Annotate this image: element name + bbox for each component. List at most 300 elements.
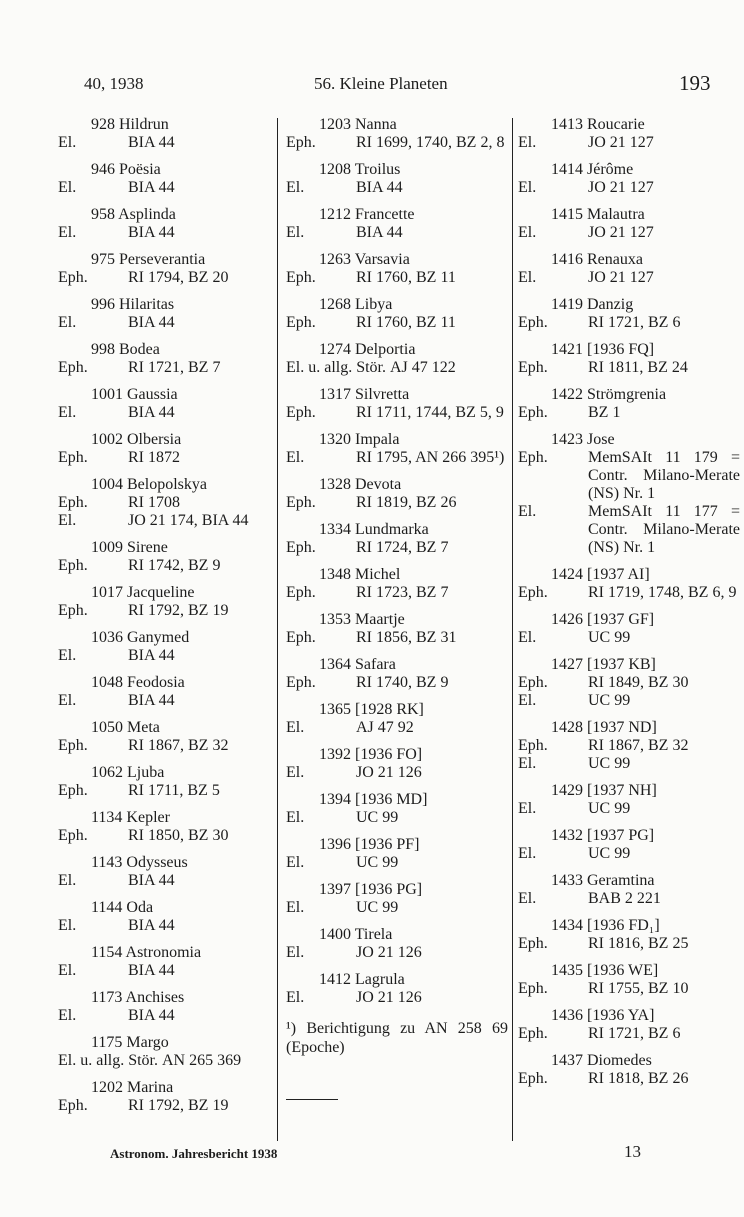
- entry-label: El.: [518, 269, 537, 286]
- entry-title: 1203 Nanna: [319, 116, 397, 133]
- catalog-entry: [518, 782, 740, 818]
- footnote-rule: [286, 1099, 338, 1100]
- entry-title: 1432 [1937 PG]: [551, 827, 655, 844]
- catalog-entry: [58, 476, 272, 530]
- entry-title: 958 Asplinda: [91, 206, 176, 223]
- catalog-entry: [58, 1079, 272, 1115]
- entry-title: 1268 Libya: [319, 296, 393, 313]
- entry-reference: BIA 44: [128, 692, 175, 709]
- entry-reference: RI 1795, AN 266 395¹): [356, 449, 505, 466]
- catalog-entry: [58, 539, 272, 575]
- entry-title: 998 Bodea: [91, 341, 160, 358]
- entry-reference: RI 1816, BZ 25: [588, 935, 689, 952]
- catalog-entry: [286, 656, 508, 692]
- entry-title: 1212 Francette: [319, 206, 415, 223]
- entry-reference: MemSAIt 11 179 = Contr. Milano-Merate (NS) Nr. 1: [588, 449, 740, 502]
- entry-label: Eph.: [518, 359, 548, 376]
- catalog-entry: [286, 206, 508, 242]
- entry-title: 1320 Impala: [319, 431, 400, 448]
- catalog-entry: [518, 566, 740, 602]
- catalog-entry: [58, 629, 272, 665]
- entry-line: [58, 872, 272, 890]
- entry-label: Eph.: [286, 134, 316, 151]
- entry-line: [518, 134, 740, 152]
- entry-label: Eph.: [58, 1097, 88, 1114]
- entry-label: El.: [58, 179, 77, 196]
- entry-title: 1317 Silvretta: [319, 386, 410, 403]
- entry-title: 1353 Maartje: [319, 611, 405, 628]
- entry-line: [58, 737, 272, 755]
- entry-label: El.: [518, 134, 537, 151]
- entry-title: 1364 Safara: [319, 656, 396, 673]
- entry-label: El.: [286, 809, 305, 826]
- entry-reference: RI 1849, BZ 30: [588, 674, 689, 691]
- entry-label: Eph.: [518, 737, 548, 754]
- entry-line: [58, 494, 272, 512]
- entry-label: El.: [58, 917, 77, 934]
- entry-reference: RI 1760, BZ 11: [356, 314, 456, 331]
- entry-label: El.: [58, 962, 77, 979]
- entry-label: Eph.: [518, 449, 548, 466]
- entry-line: [518, 935, 740, 953]
- entry-title: 1154 Astronomia: [91, 944, 202, 961]
- footnote: ¹) Berichtigung zu AN 258 69 (Epoche): [286, 1020, 508, 1056]
- catalog-entry: [518, 656, 740, 710]
- entry-title: 1134 Kepler: [91, 809, 170, 826]
- entry-line: [58, 179, 272, 197]
- entry-title: 1434 [1936 FD₁]: [551, 917, 660, 934]
- entry-reference: UC 99: [356, 899, 399, 916]
- entry-title: 1274 Delportia: [319, 341, 416, 358]
- entry-title: 1423 Jose: [551, 431, 615, 448]
- entry-title: 1429 [1937 NH]: [551, 782, 657, 799]
- entry-title: 1001 Gaussia: [91, 386, 178, 403]
- catalog-entry: [518, 719, 740, 773]
- entry-line: [518, 503, 740, 557]
- entry-line: [286, 539, 508, 557]
- entry-title: 1419 Danzig: [551, 296, 634, 313]
- entry-line: [286, 449, 508, 467]
- entry-reference: JO 21 127: [588, 179, 654, 196]
- entry-label: El.: [58, 404, 77, 421]
- catalog-entry: [518, 251, 740, 287]
- entry-label: El.: [58, 647, 77, 664]
- entry-title: 975 Perseverantia: [91, 251, 206, 268]
- catalog-entry: [286, 161, 508, 197]
- entry-reference: BZ 1: [588, 404, 621, 421]
- entry-title: 1143 Odysseus: [91, 854, 188, 871]
- entry-label: El.: [58, 224, 77, 241]
- entry-reference: BIA 44: [128, 404, 175, 421]
- entry-line: [58, 314, 272, 332]
- entry-line: [58, 647, 272, 665]
- entry-reference: BIA 44: [128, 314, 175, 331]
- entry-title: 1002 Olbersia: [91, 431, 182, 448]
- entry-reference: JO 21 127: [588, 224, 654, 241]
- entry-reference: UC 99: [588, 845, 631, 862]
- entry-line: [518, 404, 740, 422]
- catalog-entry: [58, 386, 272, 422]
- entry-label: Eph.: [286, 404, 316, 421]
- entry-line: [286, 179, 508, 197]
- catalog-entry: [518, 1052, 740, 1088]
- entry-title: 1400 Tirela: [319, 926, 393, 943]
- entry-line: [518, 737, 740, 755]
- catalog-entry: [58, 1034, 272, 1070]
- catalog-entry: [518, 872, 740, 908]
- entry-title: 1422 Strömgrenia: [551, 386, 667, 403]
- entry-label: Eph.: [286, 494, 316, 511]
- entry-line: [58, 692, 272, 710]
- entry-line: [518, 800, 740, 818]
- catalog-entry: [286, 116, 508, 152]
- footer-journal: Astronom. Jahresbericht 1938: [110, 1146, 278, 1161]
- entry-line: [286, 809, 508, 827]
- entry-label: Eph.: [286, 539, 316, 556]
- catalog-entry: [286, 386, 508, 422]
- entry-reference: AJ 47 122: [390, 359, 456, 376]
- entry-label: El.: [58, 692, 77, 709]
- entry-reference: RI 1740, BZ 9: [356, 674, 449, 691]
- entry-label: El.: [286, 179, 305, 196]
- entry-title: 1421 [1936 FQ]: [551, 341, 655, 358]
- entry-reference: BIA 44: [128, 917, 175, 934]
- entry-title: 1397 [1936 PG]: [319, 881, 423, 898]
- entry-label: El. u. allg. Stör.: [58, 1052, 158, 1069]
- entry-title: 1392 [1936 FO]: [319, 746, 423, 763]
- entry-label: Eph.: [58, 737, 88, 754]
- catalog-entry: [518, 386, 740, 422]
- entry-reference: RI 1760, BZ 11: [356, 269, 456, 286]
- entry-line: [286, 314, 508, 332]
- entry-reference: RI 1721, BZ 7: [128, 359, 221, 376]
- entry-title: 1334 Lundmarka: [319, 521, 429, 538]
- catalog-entry: [286, 926, 508, 962]
- catalog-entry: [58, 431, 272, 467]
- entry-reference: RI 1742, BZ 9: [128, 557, 221, 574]
- entry-reference: RI 1794, BZ 20: [128, 269, 229, 286]
- entry-line: [518, 980, 740, 998]
- entry-label: El.: [518, 890, 537, 907]
- entry-label: El.: [58, 512, 77, 529]
- catalog-entry: [518, 431, 740, 557]
- page-number: 193: [679, 71, 711, 95]
- entry-line: [518, 755, 740, 773]
- entry-label: Eph.: [518, 404, 548, 421]
- catalog-entry: [58, 719, 272, 755]
- entry-line: [58, 359, 272, 377]
- catalog-entry: [518, 1007, 740, 1043]
- entry-line: [58, 827, 272, 845]
- entry-title: 1437 Diomedes: [551, 1052, 652, 1069]
- catalog-entry: [286, 971, 508, 1007]
- entry-line: [58, 1052, 272, 1070]
- catalog-entry: [518, 116, 740, 152]
- catalog-entry: [286, 566, 508, 602]
- entry-label: El.: [286, 854, 305, 871]
- entry-line: [518, 1025, 740, 1043]
- entry-label: El.: [286, 944, 305, 961]
- catalog-entry: [286, 791, 508, 827]
- catalog-entry: [518, 161, 740, 197]
- entry-label: El.: [286, 989, 305, 1006]
- entry-line: [286, 899, 508, 917]
- entry-reference: RI 1811, BZ 24: [588, 359, 688, 376]
- entry-label: Eph.: [286, 314, 316, 331]
- entry-line: [286, 134, 508, 152]
- column-middle-entries: [286, 116, 508, 1007]
- entry-line: [58, 917, 272, 935]
- entry-reference: RI 1724, BZ 7: [356, 539, 449, 556]
- entry-reference: BIA 44: [356, 179, 403, 196]
- entry-line: [286, 944, 508, 962]
- entry-label: El.: [518, 755, 537, 772]
- entry-line: [518, 674, 740, 692]
- entry-reference: BIA 44: [128, 872, 175, 889]
- entry-title: 946 Poësia: [91, 161, 161, 178]
- entry-title: 1435 [1936 WE]: [551, 962, 659, 979]
- entry-title: 1416 Renauxa: [551, 251, 643, 268]
- entry-title: 1017 Jacqueline: [91, 584, 195, 601]
- entry-label: El.: [518, 629, 537, 646]
- catalog-entry: [58, 809, 272, 845]
- entry-label: Eph.: [518, 314, 548, 331]
- entry-title: 1144 Oda: [91, 899, 154, 916]
- entry-line: [518, 449, 740, 503]
- entry-line: [518, 314, 740, 332]
- column-rule: [277, 118, 278, 1141]
- entry-label: Eph.: [58, 449, 88, 466]
- entry-reference: BIA 44: [128, 134, 175, 151]
- entry-reference: RI 1867, BZ 32: [128, 737, 229, 754]
- entry-title: 1412 Lagrula: [319, 971, 405, 988]
- entry-line: [286, 404, 508, 422]
- entry-reference: JO 21 127: [588, 269, 654, 286]
- entry-reference: RI 1711, 1744, BZ 5, 9: [356, 404, 504, 421]
- entry-reference: RI 1856, BZ 31: [356, 629, 457, 646]
- catalog-entry: [58, 854, 272, 890]
- entry-label: Eph.: [58, 269, 88, 286]
- entry-title: 1048 Feodosia: [91, 674, 185, 691]
- entry-line: [58, 1097, 272, 1115]
- catalog-entry: [286, 431, 508, 467]
- entry-title: 1050 Meta: [91, 719, 160, 736]
- entry-line: [518, 890, 740, 908]
- entry-line: [286, 854, 508, 872]
- entry-reference: AN 265 369: [162, 1052, 242, 1069]
- entry-title: 1365 [1928 RK]: [319, 701, 424, 718]
- entry-line: [58, 1007, 272, 1025]
- entry-reference: RI 1699, 1740, BZ 2, 8: [356, 134, 505, 151]
- entry-reference: UC 99: [356, 809, 399, 826]
- entry-reference: RI 1708: [128, 494, 180, 511]
- entry-title: 1328 Devota: [319, 476, 402, 493]
- catalog-entry: [58, 251, 272, 287]
- entry-label: Eph.: [58, 782, 88, 799]
- entry-title: 1396 [1936 PF]: [319, 836, 420, 853]
- entry-line: [518, 359, 740, 377]
- column-middle: [286, 116, 508, 1057]
- entry-title: 1428 [1937 ND]: [551, 719, 657, 736]
- entry-line: [58, 602, 272, 620]
- entry-reference: UC 99: [588, 800, 631, 817]
- entry-line: [286, 494, 508, 512]
- entry-title: 1394 [1936 MD]: [319, 791, 428, 808]
- catalog-entry: [518, 206, 740, 242]
- entry-reference: RI 1711, BZ 5: [128, 782, 220, 799]
- catalog-entry: [58, 296, 272, 332]
- catalog-entry: [286, 476, 508, 512]
- entry-reference: RI 1819, BZ 26: [356, 494, 457, 511]
- entry-title: 1413 Roucarie: [551, 116, 645, 133]
- entry-label: Eph.: [58, 494, 88, 511]
- entry-reference: RI 1818, BZ 26: [588, 1070, 689, 1087]
- entry-reference: RI 1755, BZ 10: [588, 980, 689, 997]
- entry-reference: RI 1867, BZ 32: [588, 737, 689, 754]
- entry-reference: AJ 47 92: [356, 719, 414, 736]
- catalog-entry: [286, 521, 508, 557]
- entry-title: 928 Hildrun: [91, 116, 169, 133]
- entry-reference: RI 1723, BZ 7: [356, 584, 449, 601]
- catalog-entry: [518, 827, 740, 863]
- catalog-entry: [58, 944, 272, 980]
- entry-reference: RI 1721, BZ 6: [588, 1025, 681, 1042]
- entry-reference: UC 99: [588, 755, 631, 772]
- entry-line: [518, 845, 740, 863]
- entry-reference: JO 21 126: [356, 764, 422, 781]
- entry-label: El.: [58, 134, 77, 151]
- entry-label: Eph.: [286, 674, 316, 691]
- entry-label: Eph.: [58, 557, 88, 574]
- entry-label: Eph.: [518, 674, 548, 691]
- entry-label: Eph.: [518, 1070, 548, 1087]
- catalog-entry: [518, 341, 740, 377]
- entry-reference: RI 1792, BZ 19: [128, 602, 229, 619]
- entry-line: [286, 764, 508, 782]
- entry-line: [286, 719, 508, 737]
- entry-reference: BIA 44: [128, 647, 175, 664]
- entry-label: Eph.: [286, 269, 316, 286]
- catalog-entry: [518, 296, 740, 332]
- entry-title: 1208 Troilus: [319, 161, 401, 178]
- entry-line: [286, 359, 508, 377]
- entry-line: [58, 782, 272, 800]
- column-right: [518, 116, 740, 1097]
- entry-title: 1348 Michel: [319, 566, 401, 583]
- entry-title: 1173 Anchises: [91, 989, 185, 1006]
- catalog-entry: [58, 161, 272, 197]
- catalog-entry: [286, 296, 508, 332]
- catalog-entry: [286, 611, 508, 647]
- entry-title: 1036 Ganymed: [91, 629, 190, 646]
- entry-line: [58, 557, 272, 575]
- entry-reference: RI 1721, BZ 6: [588, 314, 681, 331]
- entry-title: 1424 [1937 AI]: [551, 566, 650, 583]
- running-head-volume: 40, 1938: [84, 74, 144, 93]
- entry-label: El.: [58, 314, 77, 331]
- entry-reference: UC 99: [356, 854, 399, 871]
- entry-line: [286, 989, 508, 1007]
- entry-line: [286, 584, 508, 602]
- entry-reference: RI 1850, BZ 30: [128, 827, 229, 844]
- entry-label: Eph.: [286, 629, 316, 646]
- entry-line: [286, 269, 508, 287]
- entry-reference: RI 1792, BZ 19: [128, 1097, 229, 1114]
- entry-label: Eph.: [518, 935, 548, 952]
- entry-line: [518, 629, 740, 647]
- entry-label: Eph.: [58, 359, 88, 376]
- catalog-entry: [58, 764, 272, 800]
- entry-reference: BIA 44: [128, 1007, 175, 1024]
- entry-reference: BIA 44: [356, 224, 403, 241]
- entry-line: [58, 512, 272, 530]
- catalog-entry: [286, 836, 508, 872]
- entry-label: El.: [286, 224, 305, 241]
- catalog-entry: [58, 899, 272, 935]
- column-left: [58, 116, 272, 1124]
- footer-signature: 13: [624, 1142, 641, 1161]
- entry-reference: JO 21 174, BIA 44: [128, 512, 249, 529]
- catalog-entry: [286, 746, 508, 782]
- entry-label: El.: [286, 719, 305, 736]
- catalog-entry: [286, 881, 508, 917]
- entry-title: 1009 Sirene: [91, 539, 168, 556]
- entry-title: 1426 [1937 GF]: [551, 611, 655, 628]
- entry-title: 1414 Jérôme: [551, 161, 634, 178]
- catalog-entry: [58, 206, 272, 242]
- entry-label: Eph.: [518, 1025, 548, 1042]
- entry-label: El.: [286, 449, 305, 466]
- entry-title: 1263 Varsavia: [319, 251, 410, 268]
- entry-line: [518, 584, 740, 602]
- catalog-entry: [58, 116, 272, 152]
- entry-label: El.: [518, 692, 537, 709]
- entry-title: 1436 [1936 YA]: [551, 1007, 655, 1024]
- catalog-entry: [58, 341, 272, 377]
- entry-reference: JO 21 127: [588, 134, 654, 151]
- entry-title: 1062 Ljuba: [91, 764, 165, 781]
- entry-line: [518, 269, 740, 287]
- entry-reference: BIA 44: [128, 962, 175, 979]
- entry-title: 1427 [1937 KB]: [551, 656, 656, 673]
- entry-title: 1202 Marina: [91, 1079, 174, 1096]
- entry-line: [286, 674, 508, 692]
- entry-label: El.: [518, 179, 537, 196]
- entry-label: El.: [58, 1007, 77, 1024]
- entry-label: El.: [518, 224, 537, 241]
- column-rule: [512, 118, 513, 1141]
- entry-title: 1004 Belopolskya: [91, 476, 207, 493]
- catalog-entry: [58, 584, 272, 620]
- entry-line: [286, 629, 508, 647]
- entry-title: 1415 Malautra: [551, 206, 645, 223]
- catalog-entry: [286, 701, 508, 737]
- catalog-entry: [518, 611, 740, 647]
- entry-line: [58, 449, 272, 467]
- entry-title: 996 Hilaritas: [91, 296, 175, 313]
- entry-line: [518, 224, 740, 242]
- entry-line: [58, 962, 272, 980]
- entry-line: [518, 692, 740, 710]
- entry-line: [58, 269, 272, 287]
- entry-line: [58, 224, 272, 242]
- entry-label: Eph.: [58, 827, 88, 844]
- entry-title: 1175 Margo: [91, 1034, 169, 1051]
- entry-label: El.: [518, 800, 537, 817]
- entry-label: Eph.: [518, 584, 548, 601]
- catalog-entry: [518, 962, 740, 998]
- entry-label: Eph.: [518, 980, 548, 997]
